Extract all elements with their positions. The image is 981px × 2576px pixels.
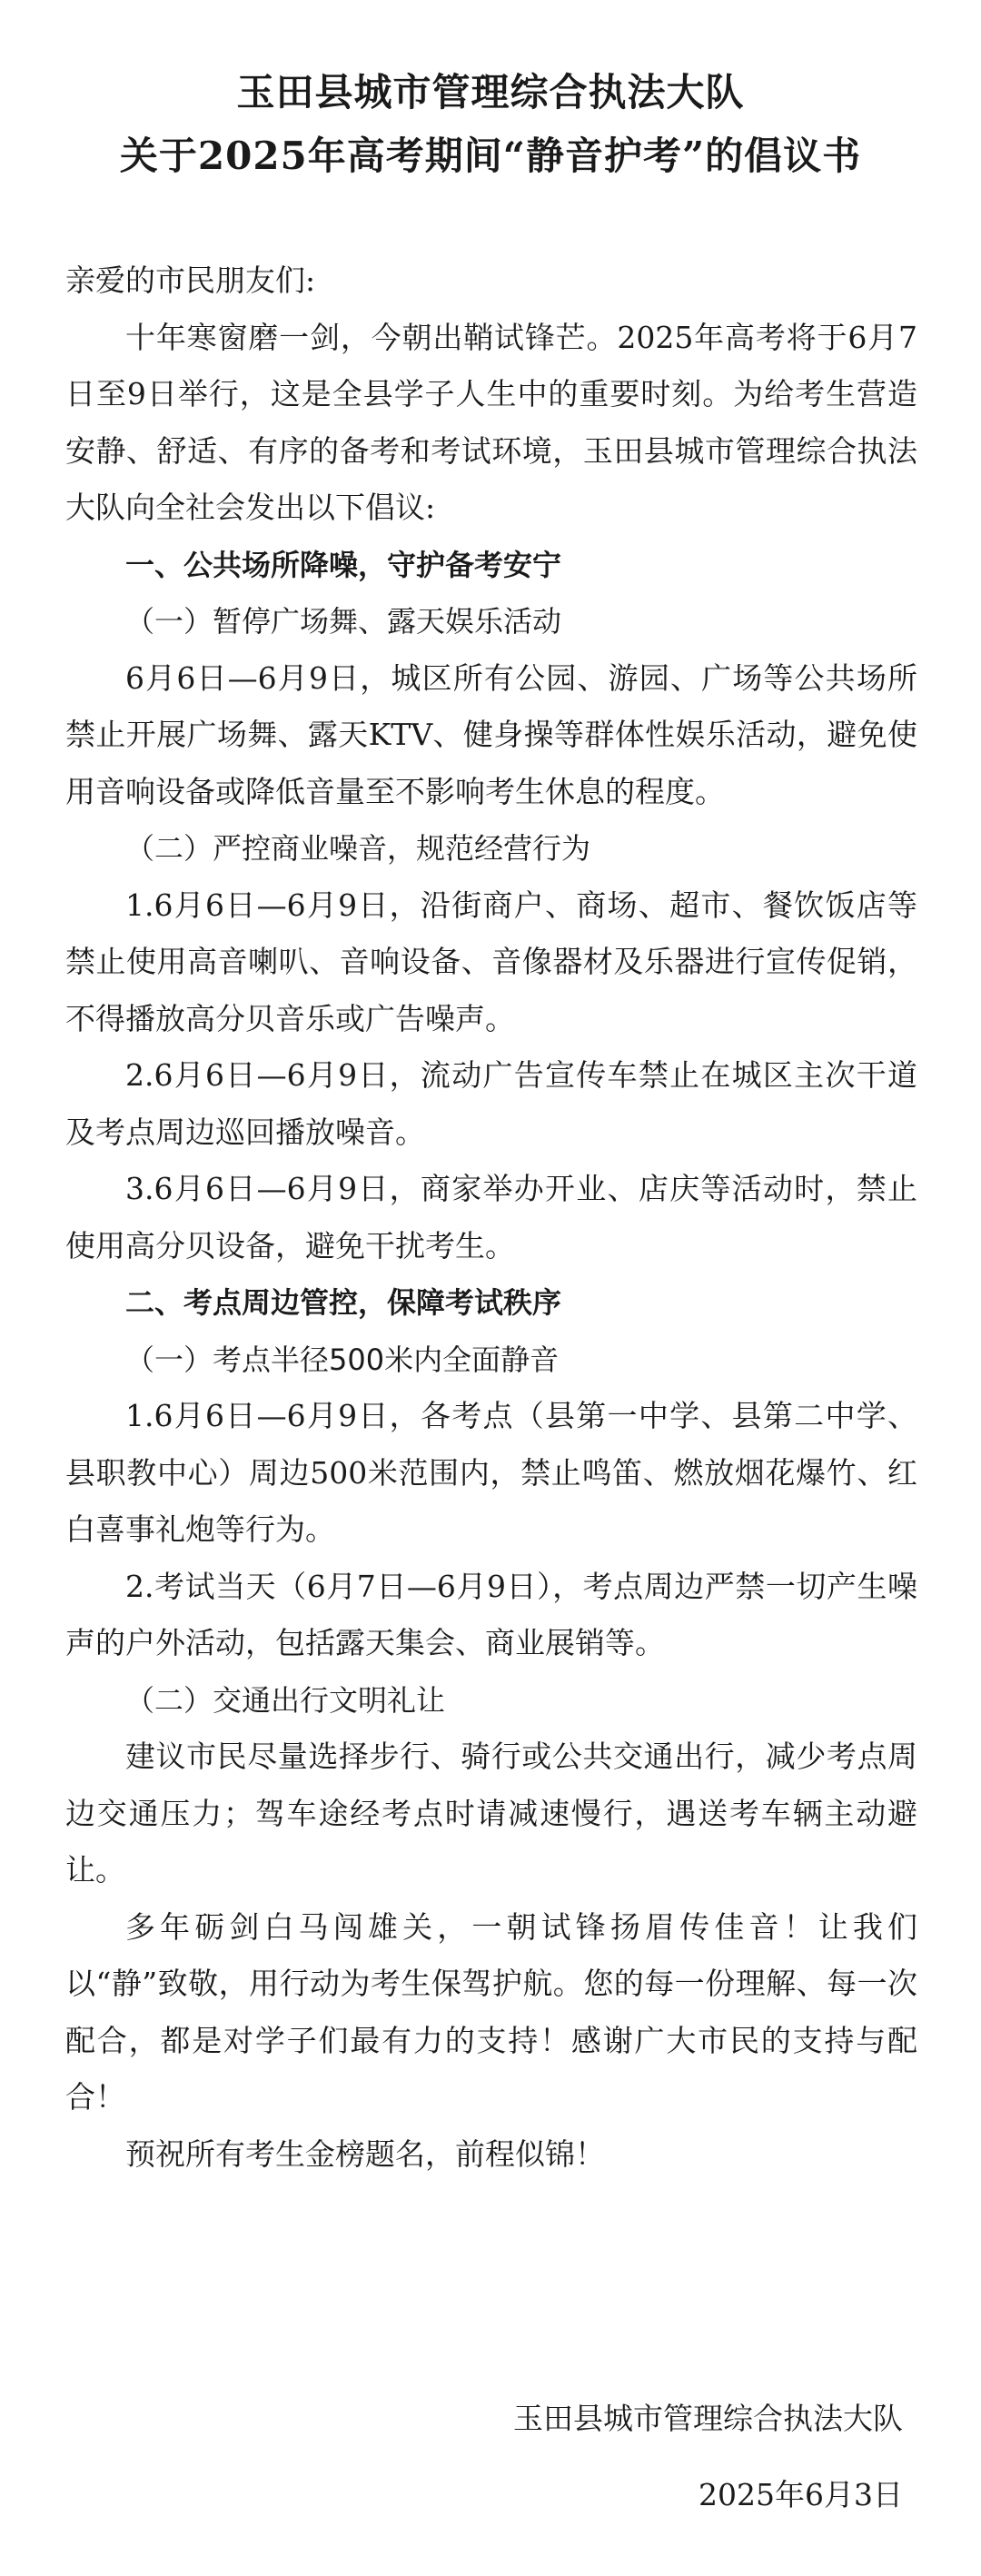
paragraph-1-2-3: 3.6月6日—6月9日，商家举办开业、店庆等活动时，禁止使用高分贝设备，避免干扰考生。: [65, 1171, 917, 1263]
document-title-line-2: 关于2025年高考期间“静音护考”的倡议书: [119, 134, 862, 178]
paragraph-2-2: 建议市民尽量选择步行、骑行或公共交通出行，减少考点周边交通压力；驾车途经考点时请减速慢行，遇送考车辆主动避让。: [65, 1739, 917, 1887]
signature-organization: 玉田县城市管理综合执法大队: [513, 2401, 903, 2436]
paragraph-1-2-1: 1.6月6日—6月9日，沿街商户、商场、超市、餐饮饭店等禁止使用高音喇叭、音响设备、音像器材及乐器进行宣传促销，不得播放高分贝音乐或广告噪声。: [65, 887, 917, 1036]
subsection-heading-1-1: （一）暂停广场舞、露天娱乐活动: [125, 604, 562, 639]
subsection-heading-2-1: （一）考点半径500米内全面静音: [125, 1342, 560, 1377]
document-body: [65, 253, 917, 2183]
section-heading-1: 一、公共场所降噪，守护备考安宁: [125, 547, 562, 582]
subsection-heading-1-2: （二）严控商业噪音，规范经营行为: [125, 831, 591, 866]
signature-date: 2025年6月3日: [699, 2477, 903, 2512]
paragraph-2-1-2: 2.考试当天（6月7日—6月9日），考点周边严禁一切产生噪声的户外活动，包括露天集会、商业展销等。: [65, 1568, 917, 1660]
paragraph-1-1: 6月6日—6月9日，城区所有公园、游园、广场等公共场所禁止开展广场舞、露天KTV、健身操等群体性娱乐活动，避免使用音响设备或降低音量至不影响考生休息的程度。: [65, 659, 917, 809]
wishes-paragraph: 预祝所有考生金榜题名，前程似锦！: [125, 2135, 605, 2172]
intro-paragraph: 十年寒窗磨一剑，今朝出鞘试锋芒。2025年高考将于6月7日至9日举行，这是全县学子人生中的重要时刻。为给考生营造安静、舒适、有序的备考和考试环境，玉田县城市管理综合执法大队向全社会发出以下倡议:: [65, 319, 917, 525]
closing-paragraph: 多年砺剑白马闯雄关，一朝试锋扬眉传佳音！让我们以“静”致敬，用行动为考生保驾护航。您的每一份理解、每一次配合，都是对学子们最有力的支持！感谢广大市民的支持与配合！: [65, 1908, 917, 2115]
paragraph-1-2-2: 2.6月6日—6月9日，流动广告宣传车禁止在城区主次干道及考点周边巡回播放噪音。: [65, 1057, 917, 1150]
document-title-line-1: 玉田县城市管理综合执法大队: [236, 70, 745, 114]
salutation: 亲爱的市民朋友们:: [65, 263, 316, 298]
paragraph-2-1-1: 1.6月6日—6月9日，各考点（县第一中学、县第二中学、县职教中心）周边500米范围内，禁止鸣笛、燃放烟花爆竹、红白喜事礼炮等行为。: [65, 1398, 917, 1547]
subsection-heading-2-2: （二）交通出行文明礼让: [125, 1682, 446, 1718]
section-heading-2: 二、考点周边管控，保障考试秩序: [125, 1285, 562, 1320]
